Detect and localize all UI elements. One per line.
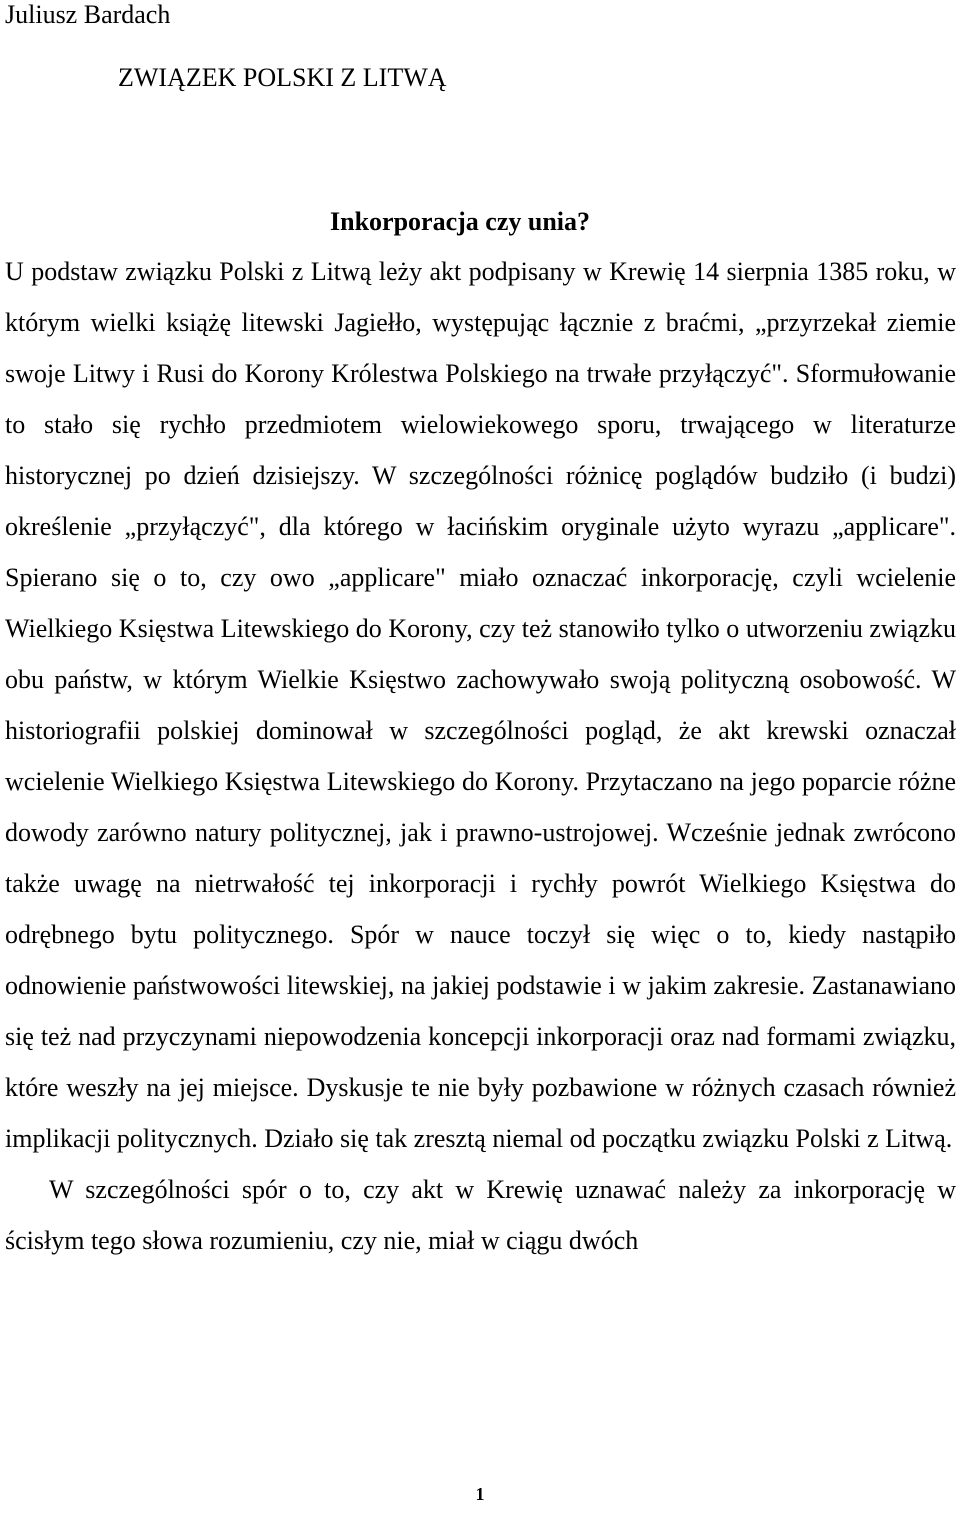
paragraph-1: U podstaw związku Polski z Litwą leży akt podpisany w Krewię 14 sierpnia 1385 roku, w którym wielki książę litewski Jagiełło, występując łącznie z braćmi, „przyrzekał ziemie swoje Litwy i Rusi do Korony Królestwa Polskiego na trwałe przyłączyć". Sformułowanie to stało się rychło przedmiotem wielowiekowego sporu, trwającego w literaturze historycznej po dzień dzisiejszy. W szczególności różnicę poglądów budziło (i budzi) określenie „przyłączyć", dla którego w łacińskim oryginale użyto wyrazu „applicare". Spierano się o to, czy owo „applicare" miało oznaczać inkorporację, czyli wcielenie Wielkiego Księstwa Litewskiego do Korony, czy też stanowiło tylko o utworzeniu związku obu państw, w którym Wielkie Księstwo zachowywało swoją polityczną osobowość. W historiografii polskiej dominował w szczególności pogląd, że akt krewski oznaczał wcielenie Wielkiego Księstwa Litewskiego do Korony. Przytaczano na jego poparcie różne dowody zarówno natury politycznej, jak i prawno-ustrojowej. Wcześnie jednak zwrócono także uwagę na nietrwałość tej inkorporacji i rychły powrót Wielkiego Księstwa do odrębnego bytu politycznego. Spór w nauce toczył się więc o to, kiedy nastąpiło odnowienie państwowości litewskiej, na jakiej podstawie i w jakim zakresie. Zastanawiano się też nad przyczynami niepowodzenia koncepcji inkorporacji oraz nad formami związku, które weszły na jej miejsce. Dyskusje te nie były pozbawione w różnych czasach również implikacji politycznych. Działo się tak zresztą niemal od początku związku Polski z Litwą.: [5, 257, 956, 1153]
section-heading: Inkorporacja czy unia?: [330, 207, 590, 236]
paragraph-2: W szczególności spór o to, czy akt w Krewię uznawać należy za inkorporację w ścisłym tego słowa rozumieniu, czy nie, miał w ciągu dwóch: [5, 1175, 956, 1255]
page-number: 1: [475, 1484, 485, 1504]
author-name: Juliusz Bardach: [5, 0, 171, 29]
document-title: ZWIĄZEK POLSKI Z LITWĄ: [118, 63, 447, 92]
body-text: [5, 246, 956, 1266]
